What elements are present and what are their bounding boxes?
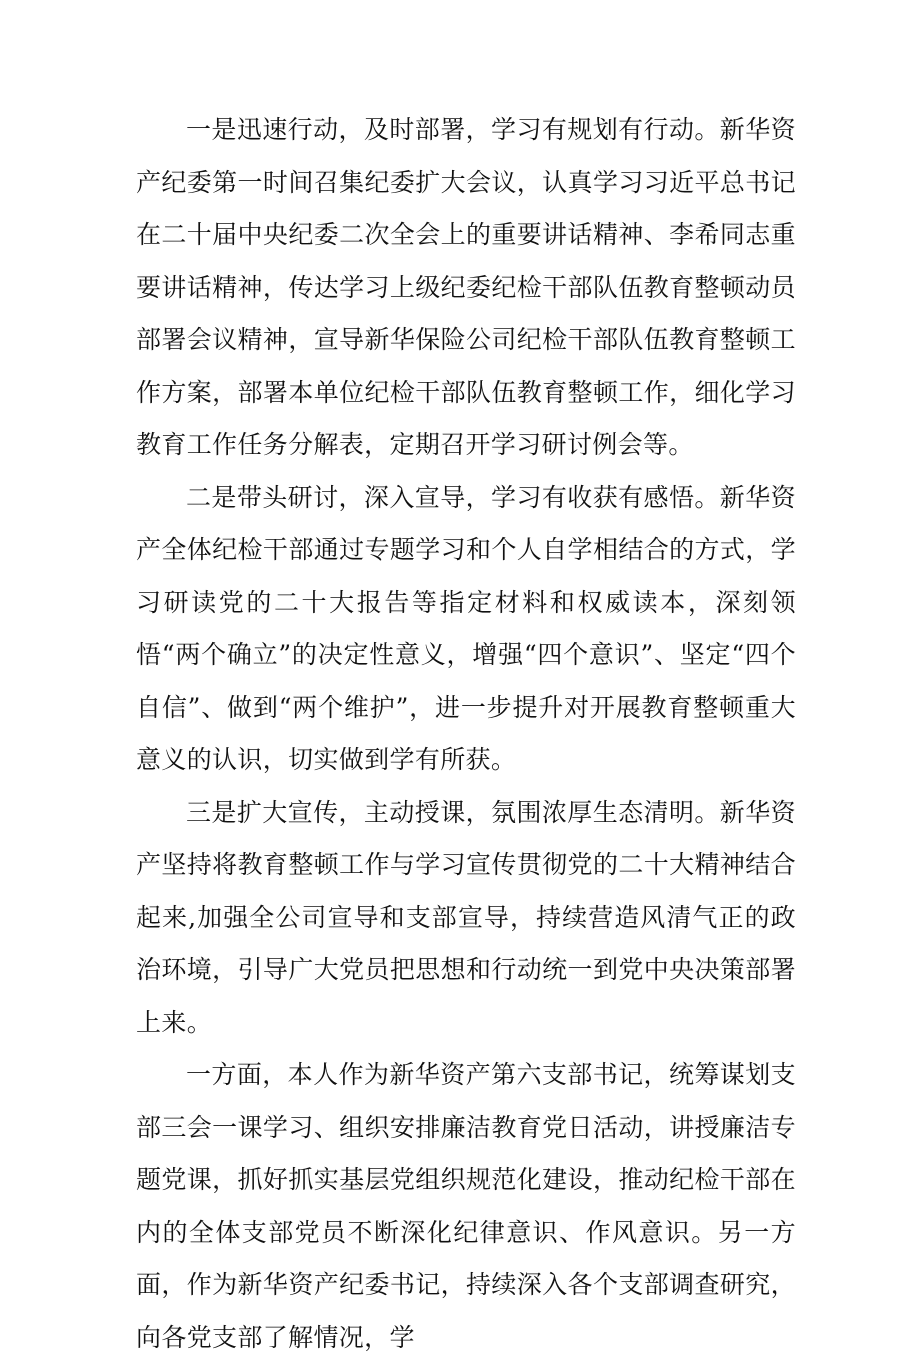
paragraph-lead-discussion: 二是带头研讨，深入宣导，学习有收获有感悟。新华资产全体纪检干部通过专题学习和个人自学相结合的方式，学习研读党的二十大报告等指定材料和权威读本，深刻领悟“两个确立”的决定性意义，增强“四个意识”、坚定“四个自信”、做到“两个维护”，进一步提升对开展教育整顿重大意义的认识，切实做到学有所获。 (136, 482, 796, 774)
document-body (136, 104, 796, 1364)
paragraph-expand-publicity: 三是扩大宣传，主动授课，氛围浓厚生态清明。新华资产坚持将教育整顿工作与学习宣传贯彻党的二十大精神结合起来,加强全公司宣导和支部宣导，持续营造风清气正的政治环境，引导广大党员把思想和行动统一到党中央决策部署上来。 (136, 797, 796, 1037)
paragraph-rapid-action: 一是迅速行动，及时部署，学习有规划有行动。新华资产纪委第一时间召集纪委扩大会议，认真学习习近平总书记在二十届中央纪委二次全会上的重要讲话精神、李希同志重要讲话精神，传达学习上级纪委纪检干部队伍教育整顿动员部署会议精神，宣导新华保险公司纪检干部队伍教育整顿工作方案，部署本单位纪检干部队伍教育整顿工作，细化学习教育工作任务分解表，定期召开学习研讨例会等。 (136, 115, 796, 459)
paragraph-on-one-hand: 一方面，本人作为新华资产第六支部书记，统筹谋划支部三会一课学习、组织安排廉洁教育党日活动，讲授廉洁专题党课，抓好抓实基层党组织规范化建设，推动纪检干部在内的全体支部党员不断深化纪律意识、作风意识。另一方面，作为新华资产纪委书记，持续深入各个支部调查研究，向各党支部了解情况，学 (136, 1060, 796, 1352)
